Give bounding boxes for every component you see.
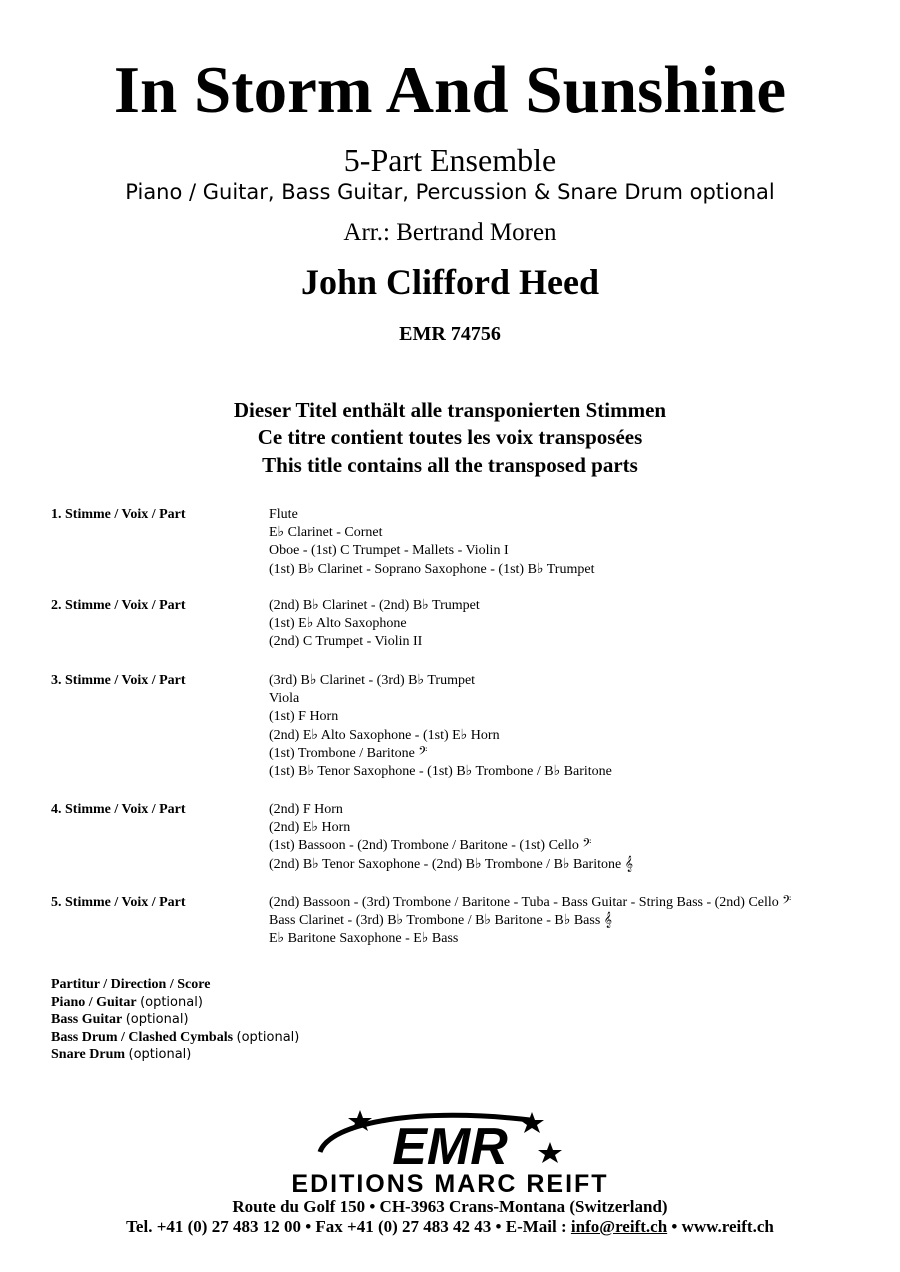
extra-part-name: Snare Drum	[51, 1047, 126, 1062]
instrument-line: (1st) B♭ Tenor Saxophone - (1st) B♭ Trombone / B♭ Baritone	[269, 763, 612, 779]
extra-part-note: (optional)	[236, 1029, 300, 1045]
extra-part-note: (optional)	[128, 1047, 192, 1062]
instrument-line: Bass Clarinet - (3rd) B♭ Trombone / B♭ Baritone - B♭ Bass 𝄞	[269, 913, 613, 929]
extra-part-name: Partitur / Direction / Score	[51, 977, 211, 992]
instrument-line: Flute	[269, 507, 298, 522]
extra-part-row	[51, 976, 299, 994]
part-instrument-list	[269, 894, 791, 949]
part-instrument-list	[269, 672, 612, 781]
arranger-credit: Arr.: Bertrand Moren	[343, 219, 557, 246]
instrument-line: (1st) B♭ Clarinet - Soprano Saxophone - (1st) B♭ Trumpet	[269, 561, 595, 577]
instrument-line: Oboe - (1st) C Trumpet - Mallets - Violin I	[269, 543, 509, 559]
ensemble-subtitle: 5-Part Ensemble	[343, 142, 557, 178]
score-title: In Storm And Sunshine	[113, 53, 787, 127]
extra-part-name: Piano / Guitar	[51, 994, 137, 1010]
website-text: • www.reift.ch	[667, 1217, 774, 1236]
publisher-contact	[0, 1216, 900, 1238]
part-instrument-list	[269, 597, 480, 652]
publisher-name: EDITIONS MARC REIFT	[291, 1170, 609, 1198]
instrument-line: (2nd) Bassoon - (3rd) Trombone / Baritone - Tuba - Bass Guitar - String Bass - (2nd) Cello 𝄢	[269, 895, 792, 910]
instrument-line: (1st) Trombone / Baritone 𝄢	[269, 745, 428, 761]
instrument-line: (2nd) F Horn	[269, 802, 343, 817]
instrument-line: (3rd) B♭ Clarinet - (3rd) B♭ Trumpet	[269, 673, 476, 688]
extra-part-name: Bass Drum / Clashed Cymbals	[51, 1029, 234, 1045]
instrumentation-text: Piano / Guitar, Bass Guitar, Percussion & Snare Drum optional	[125, 180, 775, 204]
publisher-address: Route du Golf 150 • CH-3963 Crans-Montana (Switzerland)	[232, 1197, 668, 1216]
instrument-line: E♭ Clarinet - Cornet	[269, 525, 383, 541]
part-label: 3. Stimme / Voix / Part	[51, 673, 186, 688]
instrument-line: (2nd) E♭ Horn	[269, 820, 351, 836]
extra-part-name: Bass Guitar	[51, 1012, 123, 1027]
instrument-line: (2nd) E♭ Alto Saxophone - (1st) E♭ Horn	[269, 727, 500, 743]
notice-french: Ce titre contient toutes les voix transposées	[257, 425, 643, 449]
extra-part-row	[51, 994, 299, 1012]
instrument-line: (2nd) B♭ Clarinet - (2nd) B♭ Trumpet	[269, 598, 480, 613]
instrument-line: Viola	[269, 691, 300, 707]
composer-name: John Clifford Heed	[300, 262, 599, 302]
contact-phone-fax: Tel. +41 (0) 27 483 12 00 • Fax +41 (0) 27 483 42 43 • E-Mail :	[126, 1217, 571, 1236]
extra-part-note: (optional)	[140, 994, 203, 1010]
email-link[interactable]: info@reift.ch	[570, 1217, 668, 1236]
catalog-number: EMR 74756	[399, 323, 501, 345]
instrument-line: (1st) F Horn	[269, 709, 339, 725]
part-label: 5. Stimme / Voix / Part	[51, 895, 186, 910]
instrument-line: (2nd) C Trumpet - Violin II	[269, 634, 423, 650]
notice-german: Dieser Titel enthält alle transponierten Stimmen	[233, 398, 667, 422]
part-instrument-list	[269, 506, 594, 579]
instrument-line: (1st) Bassoon - (2nd) Trombone / Baritone - (1st) Cello 𝄢	[269, 838, 592, 854]
instrument-line: (2nd) B♭ Tenor Saxophone - (2nd) B♭ Trombone / B♭ Baritone 𝄞	[269, 856, 633, 872]
instrument-line: E♭ Baritone Saxophone - E♭ Bass	[269, 931, 459, 947]
logo-text: EMR	[392, 1118, 508, 1176]
notice-english: This title contains all the transposed parts	[262, 453, 638, 477]
extra-part-row	[51, 1046, 299, 1064]
part-label: 2. Stimme / Voix / Part	[51, 598, 186, 613]
instrumentation-line	[0, 178, 900, 206]
extra-part-row	[51, 1011, 299, 1029]
instrument-line: (1st) E♭ Alto Saxophone	[269, 616, 407, 632]
extras-list	[51, 976, 299, 1064]
part-label: 1. Stimme / Voix / Part	[51, 507, 186, 522]
part-label: 4. Stimme / Voix / Part	[51, 802, 186, 817]
extra-part-row	[51, 1029, 299, 1047]
extra-part-note: (optional)	[125, 1012, 189, 1027]
part-instrument-list	[269, 801, 633, 874]
